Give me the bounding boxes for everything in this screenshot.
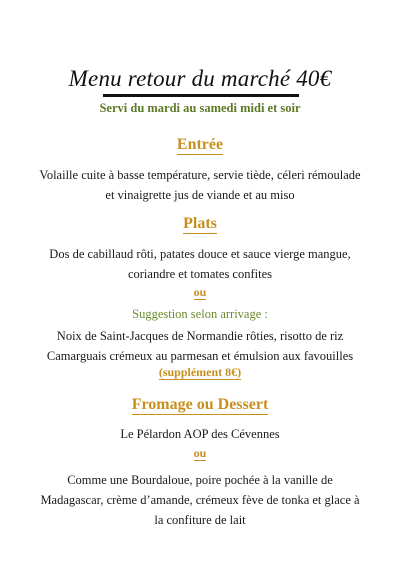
plats-or-text: ou (193, 285, 207, 299)
title-underline (103, 94, 299, 97)
entree-dish (0, 165, 400, 205)
dessert-or (0, 447, 400, 461)
supplement-note (0, 365, 400, 380)
plats-heading (0, 215, 400, 234)
dessert-dish-2-line: Comme une Bourdaloue, poire pochée à la vanille de (67, 473, 333, 487)
entree-heading-text: Entrée (176, 136, 224, 153)
entree-heading (0, 136, 400, 155)
dessert-dish-2-line: Madagascar, crème d’amande, crémeux fève de tonka et glace à (40, 493, 360, 507)
dessert-or-text: ou (193, 446, 207, 460)
plats-dish-2-line: Camarguais crémeux au parmesan et émulsion aux favouilles (46, 349, 354, 363)
dessert-dish-2 (0, 470, 400, 530)
plats-dish-1 (0, 244, 400, 284)
suggestion-label: Suggestion selon arrivage : (132, 307, 268, 321)
plats-heading-text: Plats (183, 215, 217, 232)
supplement-text: (supplément 8€) (158, 365, 242, 379)
plats-or (0, 286, 400, 300)
entree-dish-line: et vinaigrette jus de viande et au miso (105, 188, 295, 202)
plats-dish-1-line: coriandre et tomates confites (127, 267, 273, 281)
entree-dish-line: Volaille cuite à basse température, servie tiède, céleri rémoulade (39, 168, 361, 182)
plats-dish-2 (0, 326, 400, 366)
plats-dish-2-line: Noix de Saint-Jacques de Normandie rôties, risotto de riz (56, 329, 344, 343)
dessert-dish-1: Le Pélardon AOP des Cévennes (120, 427, 280, 441)
dessert-heading (0, 396, 400, 415)
menu-subtitle: Servi du mardi au samedi midi et soir (99, 101, 301, 115)
dessert-heading-text: Fromage ou Dessert (131, 396, 269, 413)
menu-title: Menu retour du marché 40€ (68, 66, 332, 91)
dessert-dish-2-line: la confiture de lait (154, 513, 246, 527)
plats-dish-1-line: Dos de cabillaud rôti, patates douce et sauce vierge mangue, (49, 247, 351, 261)
